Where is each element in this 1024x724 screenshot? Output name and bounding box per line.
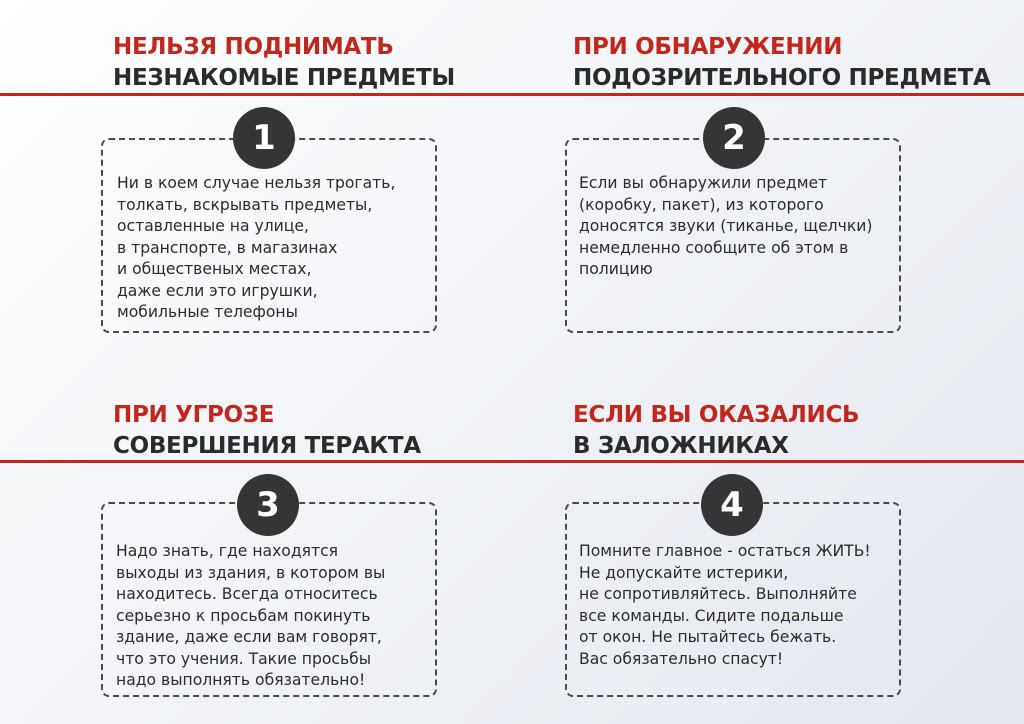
section-3-text: Надо знать, где находятся выходы из здания, в котором вы находитесь. Всегда относитесь серьезно к просьбам покинуть здание, даже если вам говорят, что это учения. Такие просьбы надо выполнять обязательно!: [116, 542, 386, 689]
section-2-heading-dark: ПОДОЗРИТЕЛЬНОГО ПРЕДМЕТА: [573, 65, 991, 91]
section-1-text: Ни в коем случае нельзя трогать, толкать, вскрывать предметы, оставленные на улице, в транспорте, в магазинах и общественых местах, даже если это игрушки, мобильные телефоны: [117, 174, 396, 321]
section-2-number-badge: 2: [703, 107, 765, 169]
section-4-heading-dark: В ЗАЛОЖНИКАХ: [573, 433, 789, 459]
section-4-number-badge: 4: [701, 474, 763, 536]
section-1-number-badge: 1: [233, 107, 295, 169]
section-1-heading: [113, 32, 455, 94]
section-2-text: Если вы обнаружили предмет (коробку, пакет), из которого доносятся звуки (тиканье, щелчки) немедленно сообщите об этом в полицию: [579, 174, 873, 278]
section-3-heading-red: ПРИ УГРОЗЕ: [113, 402, 275, 428]
section-4-heading-red: ЕСЛИ ВЫ ОКАЗАЛИСЬ: [573, 402, 860, 428]
section-1-heading-red: НЕЛЬЗЯ ПОДНИМАТЬ: [113, 34, 394, 60]
section-4-heading: [573, 400, 859, 462]
section-2-heading: [573, 32, 991, 94]
section-3-number-badge: 3: [237, 474, 299, 536]
section-3-heading-dark: СОВЕРШЕНИЯ ТЕРАКТА: [113, 433, 421, 459]
section-1-heading-dark: НЕЗНАКОМЫЕ ПРЕДМЕТЫ: [113, 65, 455, 91]
section-2-heading-red: ПРИ ОБНАРУЖЕНИИ: [573, 34, 843, 60]
section-3-heading: [113, 400, 421, 462]
section-4-text: Помните главное - остаться ЖИТЬ! Не допускайте истерики, не сопротивляйтесь. Выполняйте все команды. Сидите подальше от окон. Не пытайтесь бежать. Вас обязательно спасут!: [579, 542, 871, 668]
